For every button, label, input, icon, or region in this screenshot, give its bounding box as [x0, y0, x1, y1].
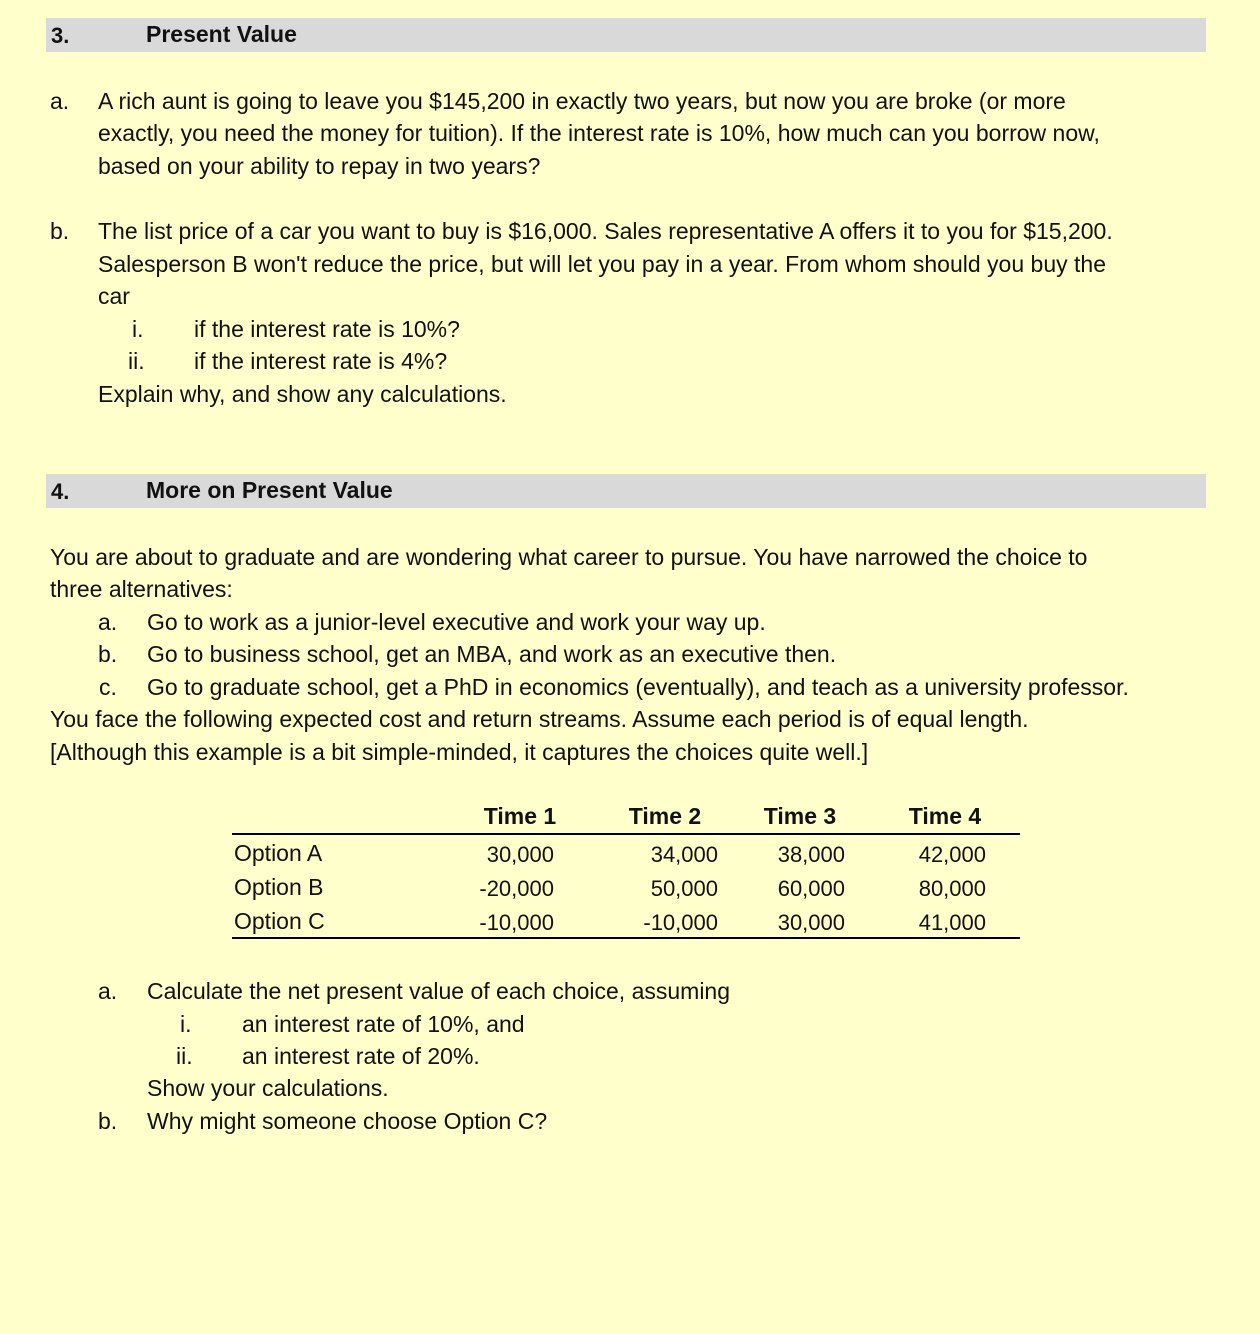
table-cell: 41,000 [918, 910, 986, 935]
table-cell: 34,000 [650, 842, 718, 867]
table-cell: -10,000 [643, 910, 718, 935]
part-marker: a. [50, 88, 70, 114]
table-top-rule [232, 833, 1020, 835]
intro-line: three alternatives: [50, 576, 233, 602]
alternative-text: Go to graduate school, get a PhD in economics (eventually), and teach as a university professor. [147, 674, 1129, 700]
intro-line: You are about to graduate and are wondering what career to pursue. You have narrowed the choice to [50, 544, 1088, 570]
column-header: Time 3 [763, 803, 837, 829]
question-text: Calculate the net present value of each choice, assuming [147, 978, 731, 1004]
row-label: Option B [234, 874, 324, 900]
closing-line: Explain why, and show any calculations. [98, 381, 507, 407]
table-cell: 30,000 [486, 842, 554, 867]
sub-item-text: if the interest rate is 4%? [194, 348, 448, 374]
question-line: The list price of a car you want to buy is $16,000. Sales representative A offers it to you for $15,200. [98, 218, 1113, 244]
question-marker: b. [98, 1108, 118, 1134]
sub-item-marker: ii. [176, 1043, 193, 1069]
section-number: 4. [51, 479, 70, 504]
table-cell: -10,000 [479, 910, 554, 935]
alternative-text: Go to business school, get an MBA, and work as an executive then. [147, 641, 837, 667]
sub-item-text: an interest rate of 10%, and [242, 1011, 525, 1037]
row-label: Option C [234, 908, 325, 934]
row-label: Option A [234, 840, 323, 866]
part-marker: b. [50, 218, 70, 244]
closing-line: Show your calculations. [147, 1075, 389, 1101]
sub-item-text: if the interest rate is 10%? [194, 316, 460, 342]
table-cell: 38,000 [777, 842, 845, 867]
alternative-marker: c. [99, 674, 117, 700]
question-line: based on your ability to repay in two years? [98, 153, 541, 179]
column-header: Time 1 [483, 803, 557, 829]
question-line: Salesperson B won't reduce the price, but will let you pay in a year. From whom should you buy the [98, 251, 1106, 277]
table-cell: 60,000 [777, 876, 845, 901]
table-cell: 80,000 [918, 876, 986, 901]
alternative-marker: b. [98, 641, 118, 667]
table-cell: -20,000 [479, 876, 554, 901]
sub-item-marker: i. [180, 1011, 192, 1037]
section-number: 3. [51, 23, 70, 48]
sub-item-text: an interest rate of 20%. [242, 1043, 480, 1069]
context-line: You face the following expected cost and return streams. Assume each period is of equal length. [50, 706, 1029, 732]
sub-item-marker: ii. [128, 348, 145, 374]
column-header: Time 4 [908, 803, 982, 829]
table-bottom-rule [232, 937, 1020, 939]
alternative-text: Go to work as a junior-level executive and work your way up. [147, 609, 766, 635]
section-4-header [46, 474, 1206, 508]
question-marker: a. [98, 978, 118, 1004]
context-line: [Although this example is a bit simple-minded, it captures the choices quite well.] [50, 739, 869, 765]
question-line: car [98, 283, 130, 309]
question-line: A rich aunt is going to leave you $145,200 in exactly two years, but now you are broke (or more [98, 88, 1066, 114]
question-text: Why might someone choose Option C? [147, 1108, 548, 1134]
question-line: exactly, you need the money for tuition). If the interest rate is 10%, how much can you borrow now, [98, 120, 1100, 146]
table-cell: 50,000 [650, 876, 718, 901]
section-3-header [46, 18, 1206, 52]
column-header: Time 2 [628, 803, 702, 829]
sub-item-marker: i. [132, 316, 144, 342]
table-cell: 30,000 [777, 910, 845, 935]
section-title: Present Value [146, 21, 297, 47]
alternative-marker: a. [98, 609, 118, 635]
table-cell: 42,000 [918, 842, 986, 867]
section-title: More on Present Value [146, 477, 393, 503]
